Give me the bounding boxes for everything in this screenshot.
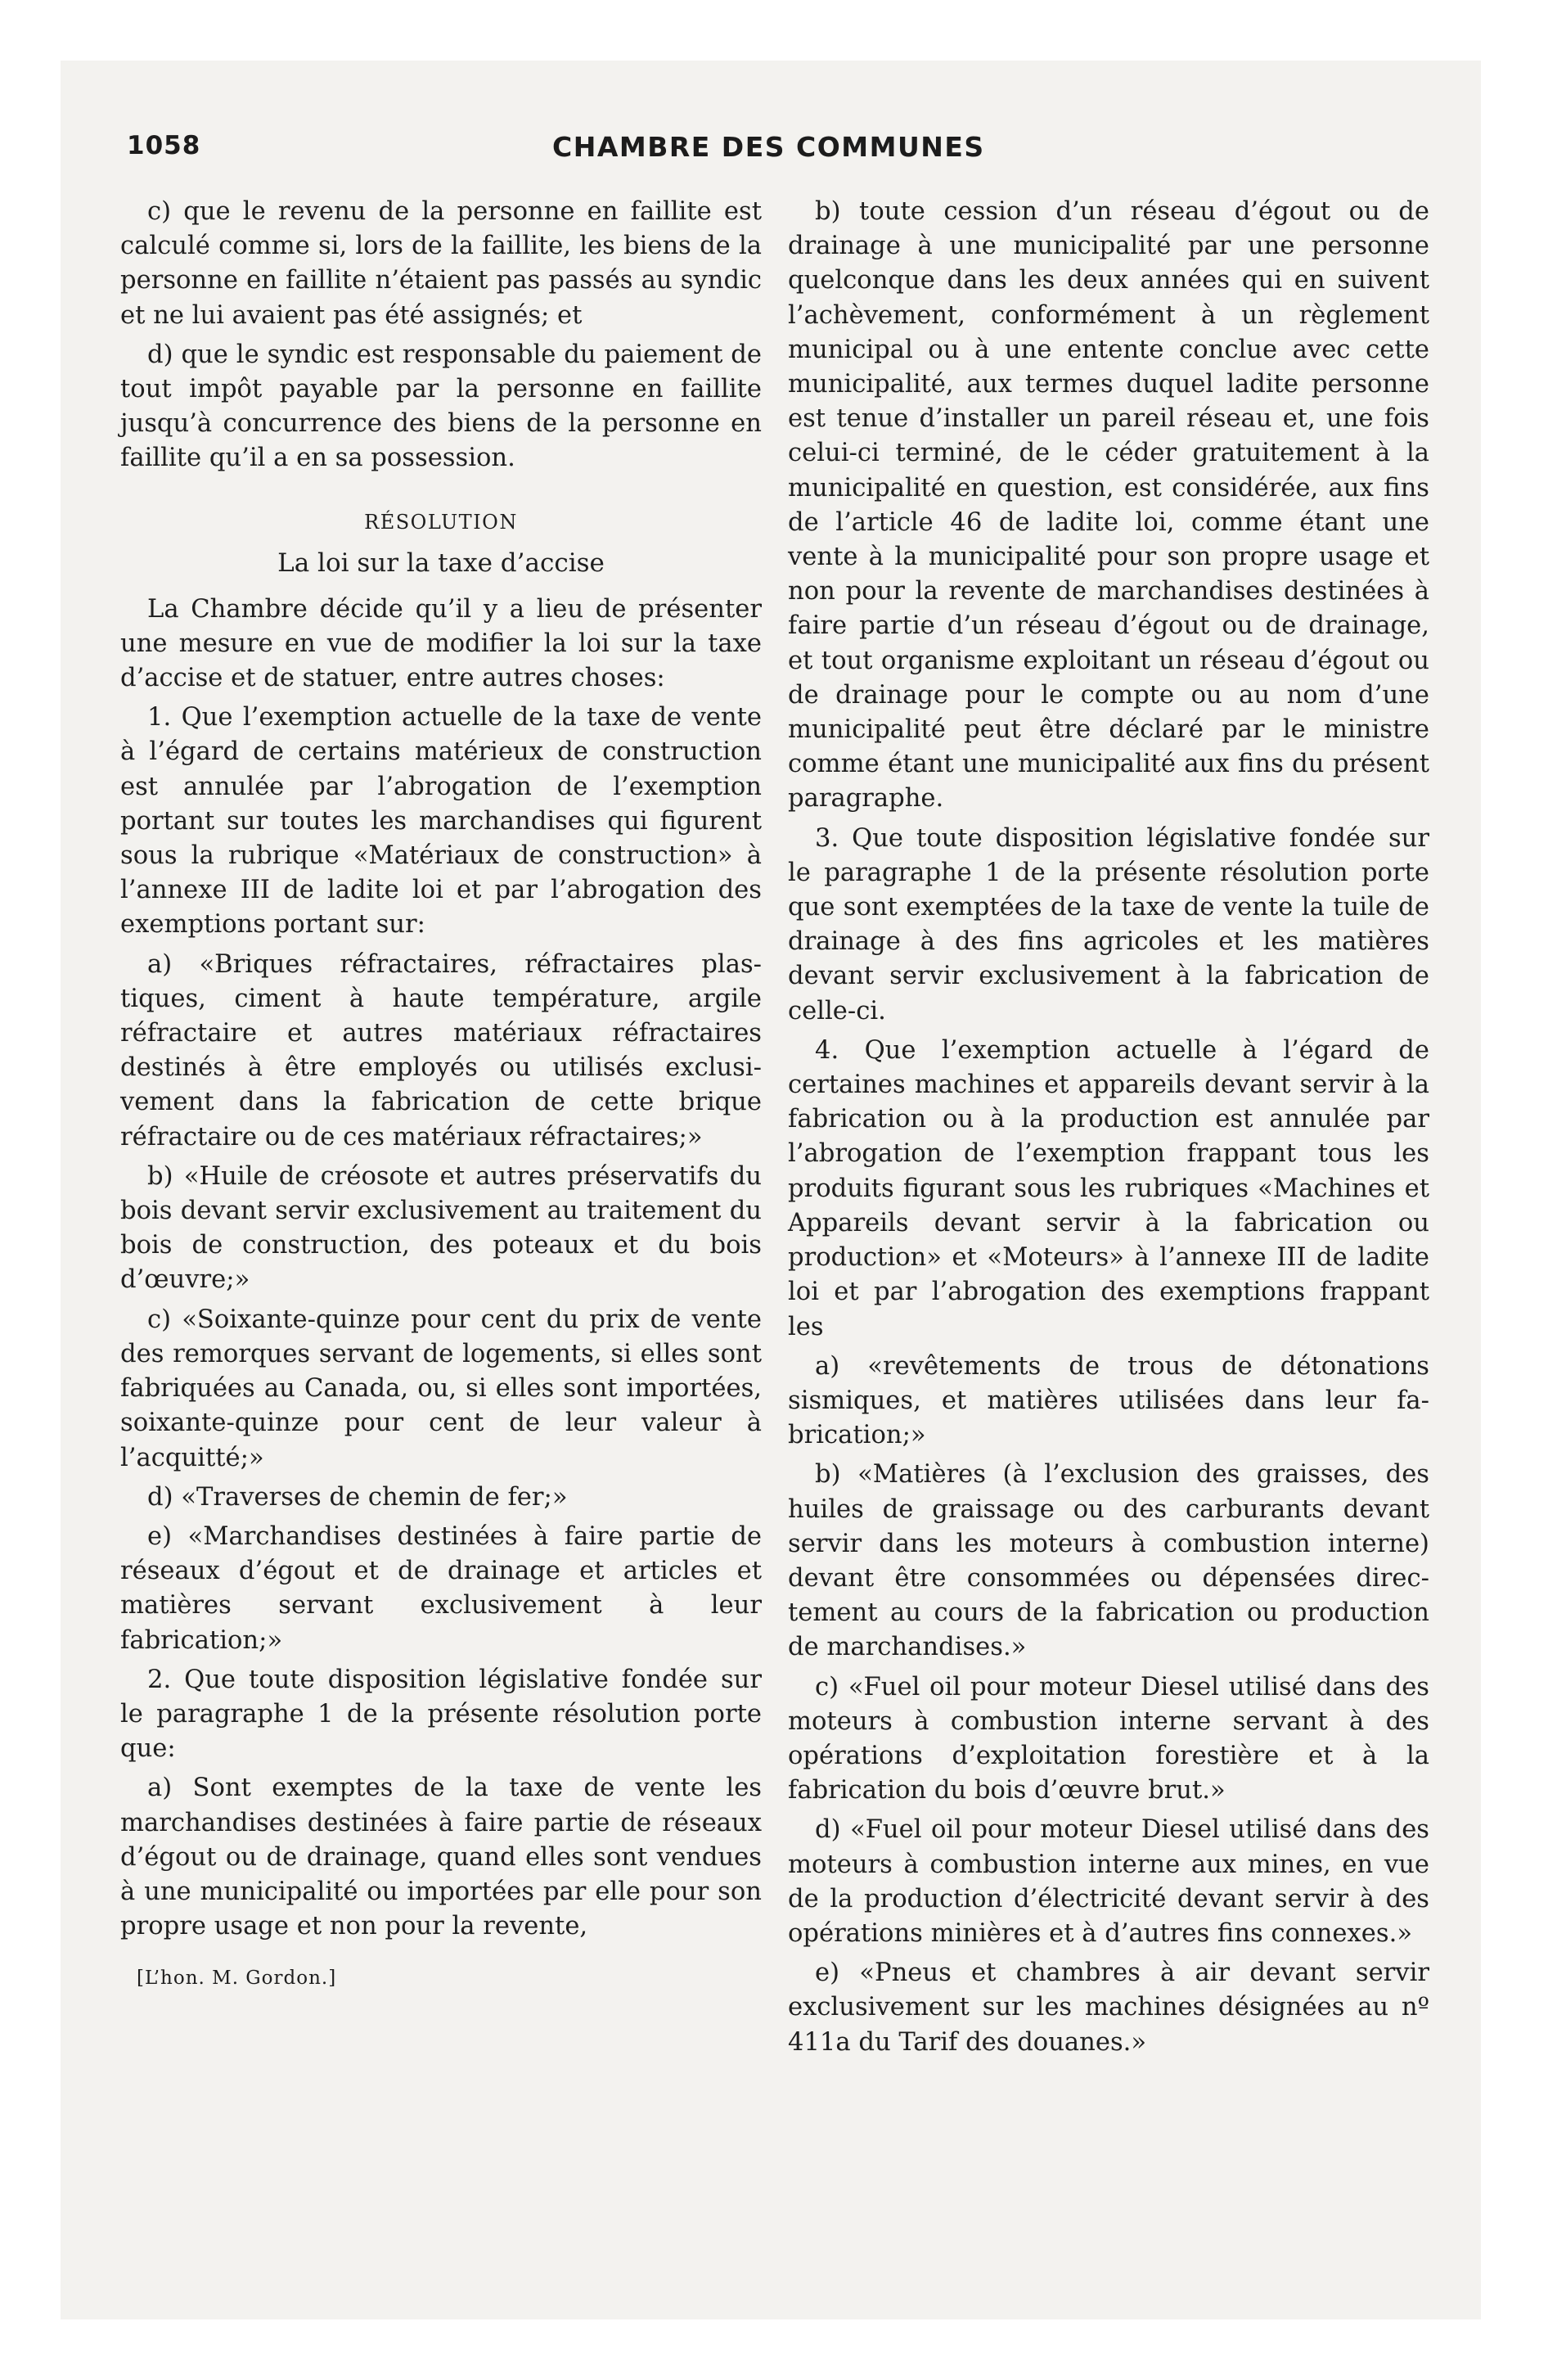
paragraph: 3. Que toute disposition législative fondée sur le paragraphe 1 de la présente résolution porte que sont exemptées de la taxe de vente la tuile de drainage à des fins agricoles et les matières devant servir exclusivement à la fabrication de celle-ci. [788,823,1429,1025]
paragraph: c) «Fuel oil pour moteur Diesel utilisé dans des moteurs à combustion interne servant à des opérations d’exploitation forestière et à la fabrication du bois d’œuvre brut.» [788,1672,1429,1805]
paragraph: d) «Fuel oil pour moteur Diesel utilisé dans des moteurs à combustion interne aux mines, en vue de la production d’électricité devant servir à des opérations minières et à d’autres fins connexes.» [788,1815,1429,1948]
paragraph: 1. Que l’exemption actuelle de la taxe de vente à l’égard de certains matérieux de construction est annulée par l’abrogation de l’exemption portant sur toutes les marchandises qui figurent sous la rubrique «Matériaux de construction» à l’annexe III de ladite loi et par l’abrogation des exemptions portant sur: [120,703,762,940]
left-column [120,195,762,1993]
paragraph: a) Sont exemptes de la taxe de vente les marchandises destinées à faire partie de réseaux d’égout ou de drainage, quand elles sont vendues à une municipalité ou importées par elle pour son propre usage et non pour la revente, [120,1774,762,1941]
running-title: CHAMBRE DES COMMUNES [552,131,985,163]
right-column [788,195,1429,2065]
paragraph: b) toute cession d’un réseau d’égout ou de drainage à une municipalité par une personne quelconque dans les deux années qui en suivent l’achèvement, conformément à un règlement municipal ou à une entente conclue avec cette municipalité, aux termes duquel ladite personne est tenue d’installer un pareil réseau et, une fois celui-ci terminé, de le céder gratuitement à la municipalité en question, est considérée, aux fins de l’article 46 de ladite loi, comme étant une vente à la municipalité pour son propre usage et non pour la revente de marchandises destinées à faire partie d’un réseau d’égout ou de drainage, et tout organisme exploitant un réseau d’égout ou de drainage pour le compte ou au nom d’une municipalité peut être déclaré par le ministre comme étant une municipalité aux fins du présent paragraphe. [788,197,1429,814]
paragraph: a) «revêtements de trous de détonations sismiques, et matières utilisées dans leur fabrication;» [788,1351,1429,1450]
page-number: 1058 [127,131,201,160]
paragraph: d) «Traverses de chemin de fer;» [147,1482,568,1512]
paragraph: d) que le syndic est responsable du paiement de tout impôt payable par la personne en faillite jusqu’à concurrence des biens de la personne en faillite qu’il a en sa possession. [120,340,762,473]
paragraph: a) «Briques réfractaires, réfractaires plastiques, ciment à haute température, argile réfractaire et autres matériaux réfractaires destinés à être employés ou utilisés exclusivement dans la fabrication de cette brique réfractaire ou de ces matériaux réfractaires;» [120,949,762,1152]
speaker-attribution: [L’hon. M. Gordon.] [137,1968,337,1990]
paragraph: c) que le revenu de la personne en faillite est calculé comme si, lors de la faillite, les biens de la personne en faillite n’étaient pas passés au syndic et ne lui avaient pas été assignés; et [120,197,762,330]
paragraph: b) «Matières (à l’exclusion des graisses, des huiles de graissage ou des carburants devant servir dans les moteurs à combustion interne) devant être consommées ou dépensées directement au cours de la fabrication ou production de marchandises.» [788,1460,1429,1662]
paragraph: c) «Soixante-quinze pour cent du prix de vente des remorques servant de logements, si elles sont fabriquées au Canada, ou, si elles sont importées, soixante-quinze pour cent de leur valeur à l’acquitté;» [120,1305,762,1472]
section-title: La loi sur la taxe d’accise [277,548,605,578]
paragraph: 4. Que l’exemption actuelle à l’égard de certaines machines et appareils devant servir à la fabrication ou à la production est annulée par l’abrogation de l’exemption frappant tous les produits figurant sous les rubriques «Machines et Appareils devant servir à la fabrication ou production» et «Moteurs» à l’annexe III de ladite loi et par l’abrogation des exemptions frappant les [788,1035,1429,1341]
paragraph: La Chambre décide qu’il y a lieu de présenter une mesure en vue de modifier la loi sur la taxe d’accise et de statuer, entre autres choses: [120,594,762,693]
paragraph: e) «Marchandises destinées à faire partie de réseaux d’égout et de drainage et articles et matières servant exclusivement à leur fabrication;» [120,1521,762,1655]
paragraph: 2. Que toute disposition législative fondée sur le paragraphe 1 de la présente résolution porte que: [120,1665,762,1764]
paragraph: b) «Huile de créosote et autres préservatifs du bois devant servir exclusivement au traitement du bois de construction, des poteaux et du bois d’œuvre;» [120,1161,762,1295]
page-header [127,131,1421,172]
paragraph: e) «Pneus et chambres à air devant servir exclusivement sur les machines désignées au nº 411a du Tarif des douanes.» [788,1959,1429,2057]
section-label: RÉSOLUTION [364,510,518,534]
